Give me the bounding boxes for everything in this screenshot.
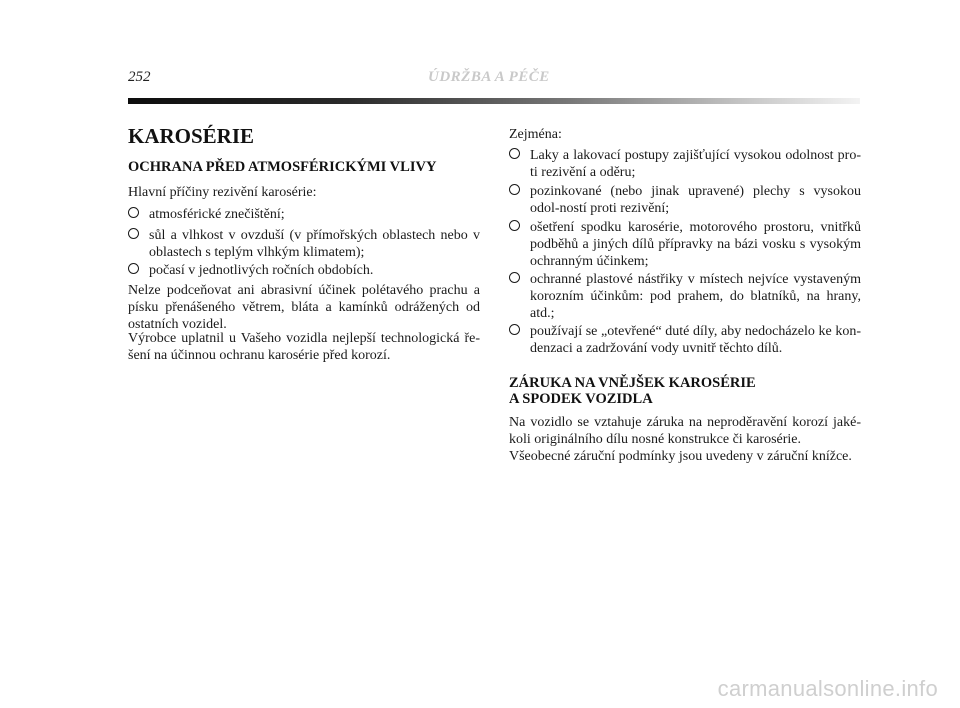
list-item-text: ochranné plastové nástřiky v místech nejvíce vystaveným korozním účinkům: pod prahem, do blatníků, na hrany, atd.; xyxy=(530,272,861,321)
running-header: ÚDRŽBA A PÉČE xyxy=(428,69,550,85)
bullet-circle-icon xyxy=(128,228,139,239)
section-title: KAROSÉRIE xyxy=(128,124,255,148)
bullet-circle-icon xyxy=(128,263,139,274)
bullet-circle-icon xyxy=(509,184,520,195)
list-item xyxy=(509,271,861,322)
list-item xyxy=(509,219,861,270)
left-paragraph-manufacturer: Výrobce uplatnil u Vašeho vozidla nejlepší technologická ře-šení na účinnou ochranu karosérie před korozí. xyxy=(128,331,480,363)
subsection-title-warranty-line2: A SPODEK VOZIDLA xyxy=(509,391,653,407)
list-item xyxy=(128,227,480,261)
list-item xyxy=(509,323,861,357)
header-rule xyxy=(128,98,860,104)
bullet-circle-icon xyxy=(509,324,520,335)
list-item xyxy=(128,262,480,279)
list-item-text: Laky a lakovací postupy zajišťující vysokou odolnost pro-ti rezivění a oděru; xyxy=(530,148,861,180)
left-paragraph-abrasion: Nelze podceňovat ani abrasivní účinek polétavého prachu a písku přenášeného větrem, bláta a kamínků odrážených od ostatních vozidel. xyxy=(128,283,480,332)
bullet-circle-icon xyxy=(128,207,139,218)
bullet-circle-icon xyxy=(509,220,520,231)
list-item-text: používají se „otevřené“ duté díly, aby nedocházelo ke kon-denzaci a zadržování vody uvnitř těchto dílů. xyxy=(530,324,861,356)
list-item xyxy=(128,206,480,223)
subsection-title-warranty-line1: ZÁRUKA NA VNĚJŠEK KAROSÉRIE xyxy=(509,375,756,391)
list-item-text: ošetření spodku karosérie, motorového prostoru, vnitřků podběhů a jiných dílů přípravky na bázi vosku s vysokým ochranným účinkem; xyxy=(530,220,861,269)
left-intro: Hlavní příčiny rezivění karosérie: xyxy=(128,185,317,200)
watermark: carmanualsonline.info xyxy=(717,676,938,701)
list-item xyxy=(509,183,861,217)
bullet-circle-icon xyxy=(509,272,520,283)
list-item-text: sůl a vlhkost v ovzduší (v přímořských oblastech nebo v oblastech s teplým vlhkým klimatem); xyxy=(149,228,480,260)
right-intro: Zejména: xyxy=(509,127,562,142)
right-paragraph-warranty: Na vozidlo se vztahuje záruka na neproděravění korozí jaké-koli originálního dílu nosné konstrukce či karosérie. xyxy=(509,415,861,447)
list-item-text: pozinkované (nebo jinak upravené) plechy s vysokou odol-ností proti rezivění; xyxy=(530,184,861,216)
subsection-title-atmospheric: OCHRANA PŘED ATMOSFÉRICKÝMI VLIVY xyxy=(128,159,437,175)
page-number: 252 xyxy=(128,69,151,85)
list-item-text: atmosférické znečištění; xyxy=(149,207,285,222)
list-item-text: počasí v jednotlivých ročních obdobích. xyxy=(149,263,374,278)
bullet-circle-icon xyxy=(509,148,520,159)
list-item xyxy=(509,147,861,181)
right-paragraph-conditions: Všeobecné záruční podmínky jsou uvedeny v záruční knížce. xyxy=(509,449,852,464)
